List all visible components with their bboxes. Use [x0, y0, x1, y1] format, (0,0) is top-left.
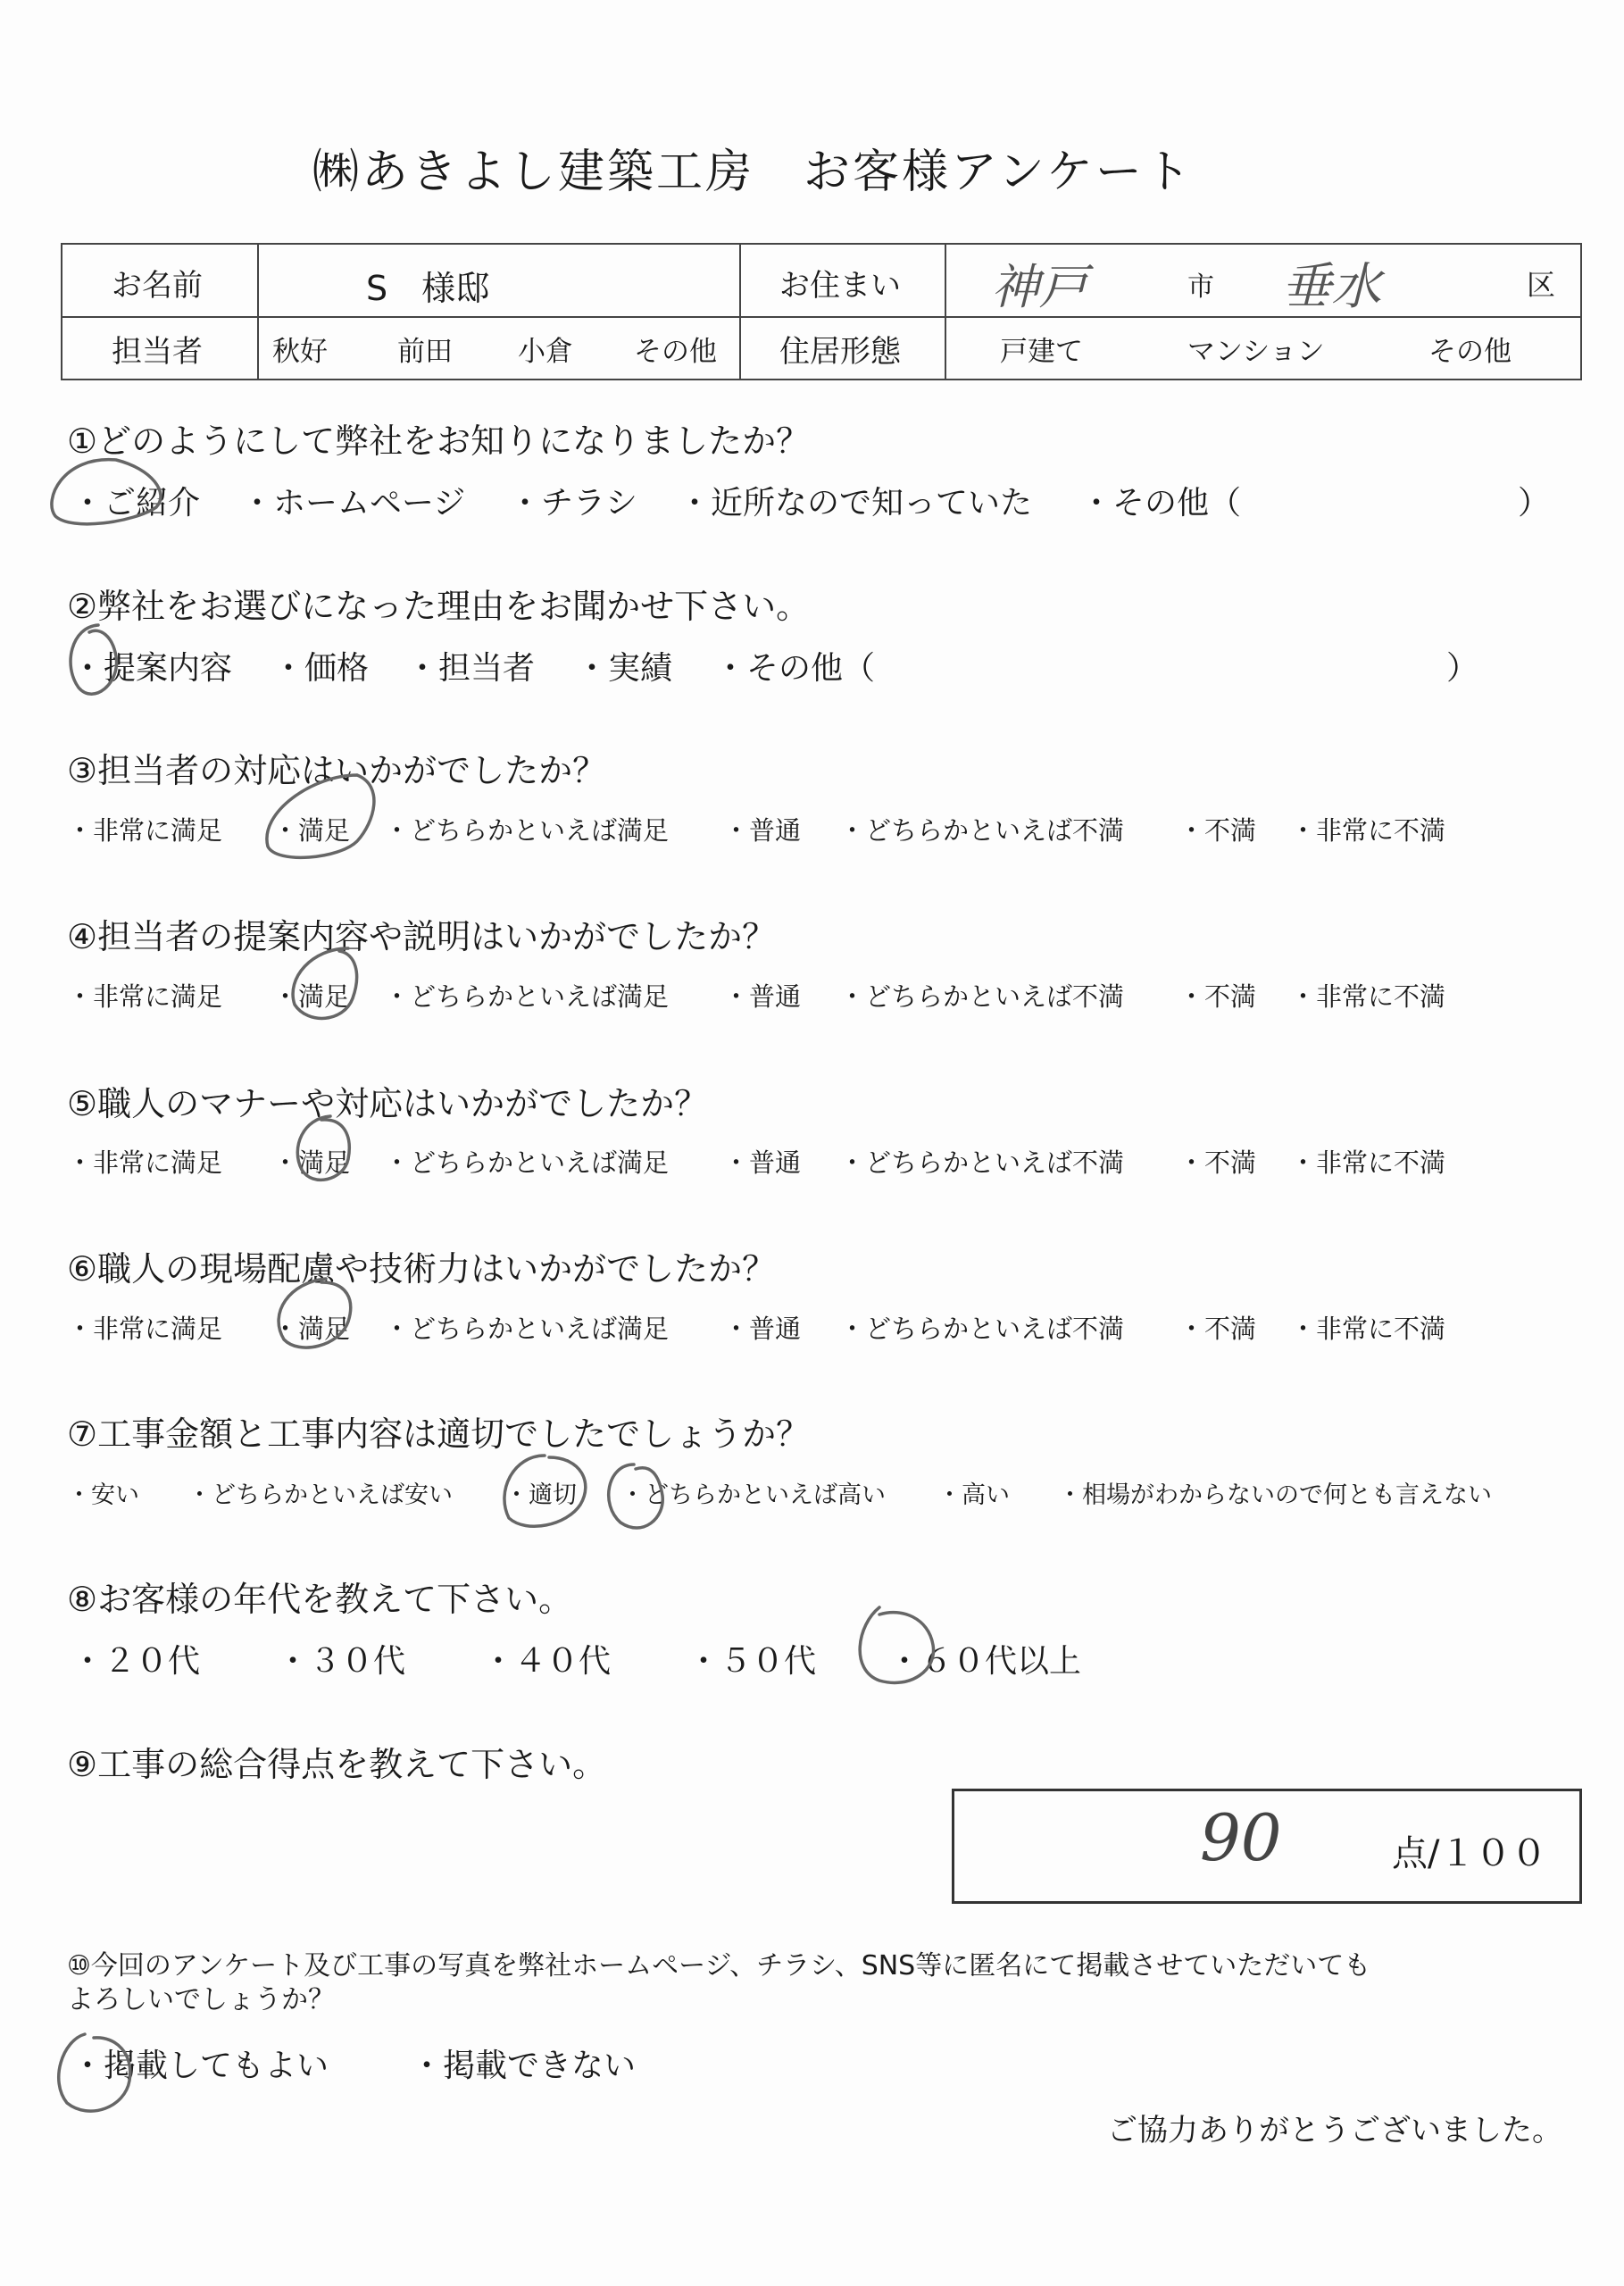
option-bracket: ） — [1446, 650, 1479, 687]
staff-label: 担当者 — [112, 334, 203, 370]
option[interactable]: ・チラシ — [509, 485, 638, 521]
option[interactable]: ・不満 — [1178, 815, 1257, 846]
option[interactable]: ・どちらかといえば不満 — [839, 1147, 1125, 1178]
circle-mark-q2 — [71, 625, 117, 694]
option[interactable]: ・２０代 — [71, 1643, 201, 1680]
question-8: ⑧お客様の年代を教えて下さい。 — [67, 1580, 573, 1619]
survey-title: ㈱あきよし建築工房 お客様アンケート — [312, 146, 1194, 199]
housing-option: その他 — [1428, 336, 1512, 368]
option[interactable]: ・非常に不満 — [1290, 1147, 1446, 1178]
staff-option: その他 — [634, 336, 717, 368]
option[interactable]: ・ホームページ — [241, 485, 466, 521]
circle-mark-q4 — [293, 948, 357, 1018]
option-selected[interactable]: ・満足 — [272, 981, 351, 1012]
staff-option: 秋好 — [272, 336, 328, 368]
option-selected[interactable]: ・適切 — [504, 1481, 577, 1509]
option[interactable]: ・非常に不満 — [1290, 981, 1446, 1012]
option-selected[interactable]: ・どちらかといえば高い — [620, 1481, 886, 1509]
question-6: ⑥職人の現場配慮や技術力はいかがでしたか？ — [67, 1249, 777, 1289]
option[interactable]: ・非常に満足 — [67, 815, 223, 846]
question-5: ⑤職人のマナーや対応はいかがでしたか？ — [67, 1084, 709, 1123]
option[interactable]: ・非常に不満 — [1290, 815, 1446, 846]
option[interactable]: ・高い — [937, 1481, 1010, 1509]
option[interactable]: ・不満 — [1178, 1314, 1257, 1344]
housing-option: 戸建て — [1000, 336, 1083, 368]
option[interactable]: ・どちらかといえば不満 — [839, 1314, 1125, 1344]
housing-label: 住居形態 — [779, 334, 901, 370]
option[interactable]: ・掲載できない — [411, 2048, 637, 2084]
question-7: ⑦工事金額と工事内容は適切でしたでしょうか？ — [67, 1414, 811, 1454]
option-selected[interactable]: ・満足 — [272, 1314, 351, 1344]
option[interactable]: ・どちらかといえば満足 — [384, 1314, 670, 1344]
option[interactable]: ・非常に不満 — [1290, 1314, 1446, 1344]
option[interactable]: ・担当者 — [406, 650, 536, 687]
option[interactable]: ・安い — [67, 1481, 139, 1509]
option[interactable]: ・普通 — [723, 1147, 802, 1178]
option[interactable]: ・近所なので知っていた — [679, 485, 1033, 521]
option[interactable]: ・どちらかといえば満足 — [384, 815, 670, 846]
option[interactable]: ・その他（ — [1080, 485, 1242, 521]
option-selected[interactable]: ・満足 — [272, 815, 351, 846]
city-suffix: 市 — [1187, 271, 1214, 303]
circle-mark-q10 — [59, 2034, 130, 2111]
option[interactable]: ・その他（ — [714, 650, 876, 687]
staff-option: 前田 — [397, 336, 453, 368]
circle-mark-q3 — [267, 775, 374, 857]
question-2: ②弊社をお選びになった理由をお聞かせ下さい。 — [67, 587, 811, 626]
score-suffix: 点/１００ — [1392, 1833, 1547, 1874]
question-9: ⑨工事の総合得点を教えて下さい。 — [67, 1745, 607, 1784]
option[interactable]: ・どちらかといえば満足 — [384, 981, 670, 1012]
option-selected[interactable]: ・６０代以上 — [888, 1643, 1082, 1680]
address-city: 神戸 — [991, 259, 1087, 315]
circle-mark-q8 — [860, 1607, 933, 1682]
thanks-message: ご協力ありがとうございました。 — [1107, 2113, 1562, 2148]
option[interactable]: ・５０代 — [687, 1643, 817, 1680]
question-10-line2: よろしいでしょうか？ — [67, 1984, 335, 2015]
question-1: ①どのようにして弊社をお知りになりましたか？ — [67, 421, 811, 461]
address-ward: 垂水 — [1281, 258, 1381, 316]
option[interactable]: ・どちらかといえば安い — [187, 1481, 453, 1509]
option[interactable]: ・普通 — [723, 815, 802, 846]
question-4: ④担当者の提案内容や説明はいかがでしたか？ — [67, 917, 777, 956]
option[interactable]: ・３０代 — [277, 1643, 406, 1680]
option[interactable]: ・相場がわからないので何とも言えない — [1058, 1481, 1492, 1509]
option[interactable]: ・非常に満足 — [67, 981, 223, 1012]
option[interactable]: ・普通 — [723, 981, 802, 1012]
option-bracket: ） — [1518, 485, 1551, 521]
address-label: お住まい — [779, 268, 901, 304]
name-label: お名前 — [112, 268, 203, 304]
circle-mark-q1 — [52, 460, 161, 524]
ward-suffix: 区 — [1527, 268, 1556, 302]
option-selected[interactable]: ・ご紹介 — [71, 485, 201, 521]
circle-mark-q5 — [297, 1116, 349, 1180]
option-selected[interactable]: ・掲載してもよい — [71, 2048, 329, 2084]
option[interactable]: ・実績 — [576, 650, 673, 687]
option[interactable]: ・４０代 — [482, 1643, 612, 1680]
score-value: 90 — [1200, 1800, 1282, 1875]
option[interactable]: ・どちらかといえば不満 — [839, 815, 1125, 846]
option-selected[interactable]: ・提案内容 — [71, 650, 233, 687]
circle-mark-q6 — [279, 1279, 351, 1347]
option[interactable]: ・非常に満足 — [67, 1147, 223, 1178]
circle-mark-q7b — [609, 1464, 663, 1528]
option-selected[interactable]: ・満足 — [272, 1147, 351, 1178]
question-10: ⑩今回のアンケート及び工事の写真を弊社ホームページ、チラシ、SNS等に匿名にて掲載させていただいても — [67, 1950, 1371, 1981]
question-3: ③担当者の対応はいかがでしたか？ — [67, 751, 607, 790]
housing-option: マンション — [1187, 336, 1325, 368]
option[interactable]: ・どちらかといえば不満 — [839, 981, 1125, 1012]
option[interactable]: ・非常に満足 — [67, 1314, 223, 1344]
name-value: S 様邸 — [366, 269, 490, 308]
option[interactable]: ・不満 — [1178, 1147, 1257, 1178]
option[interactable]: ・普通 — [723, 1314, 802, 1344]
option[interactable]: ・どちらかといえば満足 — [384, 1147, 670, 1178]
option[interactable]: ・不満 — [1178, 981, 1257, 1012]
circle-mark-q7a — [504, 1456, 586, 1526]
option[interactable]: ・価格 — [272, 650, 370, 687]
staff-option: 小倉 — [518, 336, 573, 368]
